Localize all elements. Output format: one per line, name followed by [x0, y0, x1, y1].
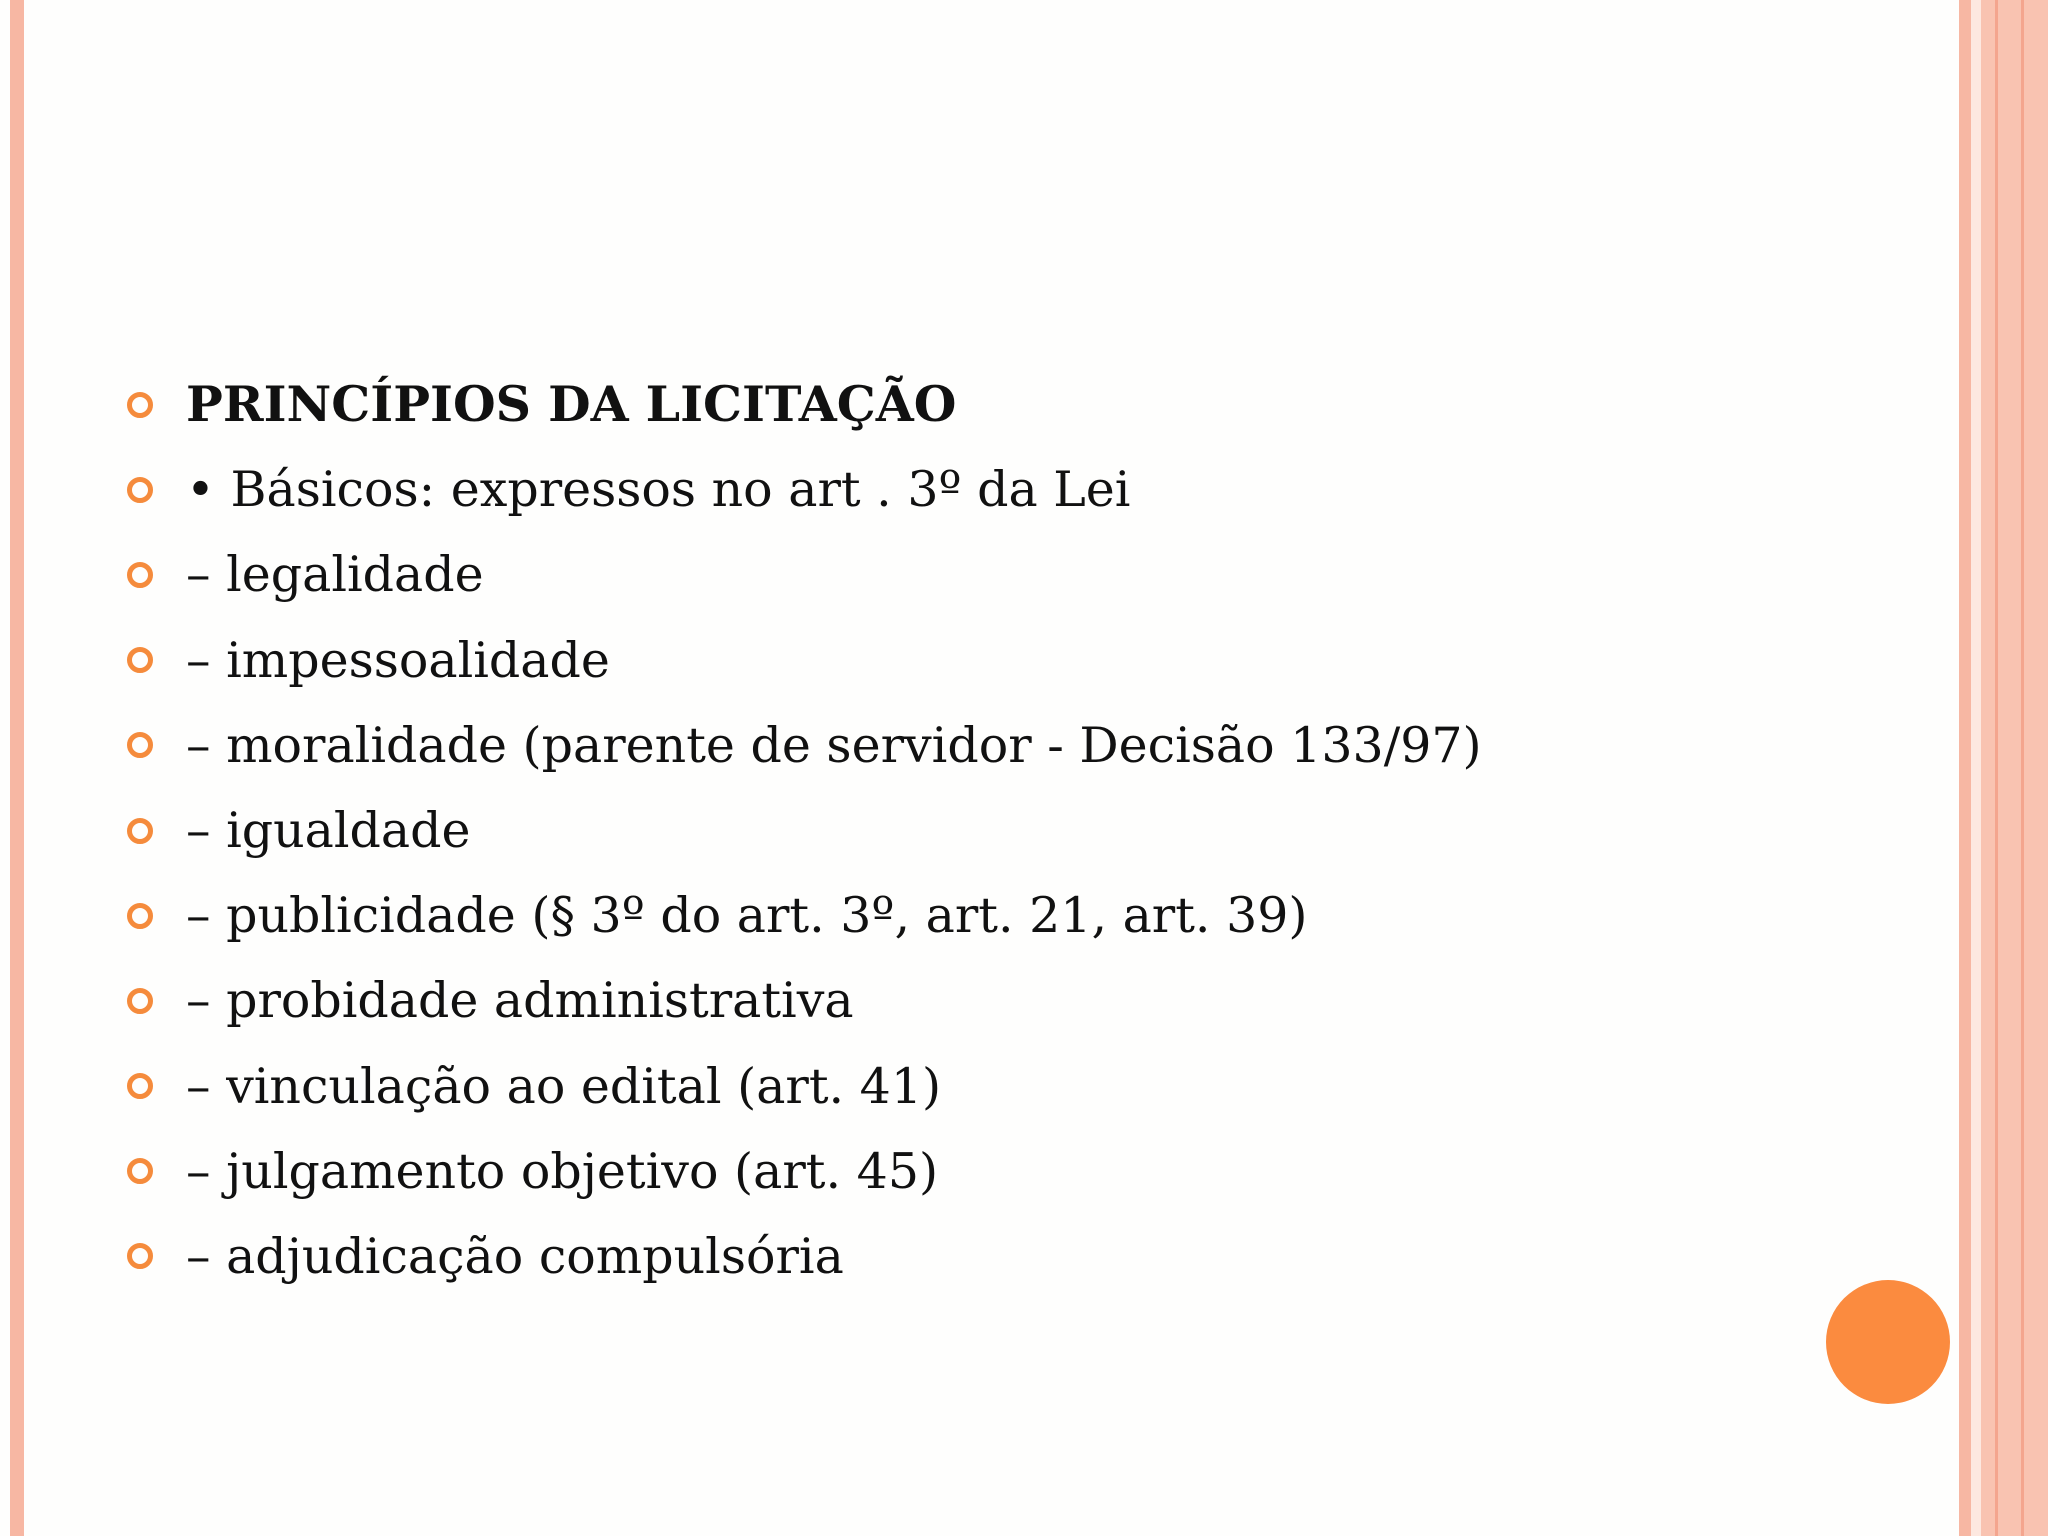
bullet-item	[120, 447, 1880, 532]
bullet-item	[120, 1129, 1880, 1214]
ring-bullet-icon	[127, 392, 153, 418]
bullet-item	[120, 958, 1880, 1043]
bullet-item	[120, 1214, 1880, 1299]
bullet-text: – moralidade (parente de servidor - Decisão 133/97)	[186, 716, 1482, 774]
bullet-item	[120, 618, 1880, 703]
bullet-item-title	[120, 362, 1880, 447]
ring-bullet-icon	[127, 1243, 153, 1269]
ring-bullet-icon	[127, 1073, 153, 1099]
bullet-text: – publicidade (§ 3º do art. 3º, art. 21, art. 39)	[186, 887, 1308, 945]
ring-bullet-icon	[127, 647, 153, 673]
bullet-list	[120, 362, 1880, 1299]
right-border-line	[2021, 0, 2024, 1536]
bullet-text: – legalidade	[186, 546, 484, 604]
bullet-text: – julgamento objetivo (art. 45)	[186, 1142, 939, 1200]
ring-bullet-icon	[127, 562, 153, 588]
bullet-item	[120, 788, 1880, 873]
slide-content	[120, 362, 1880, 1299]
right-border-line	[1995, 0, 1998, 1536]
decorative-circle-icon	[1826, 1280, 1950, 1404]
bullet-text: – probidade administrativa	[186, 972, 854, 1030]
bullet-item	[120, 532, 1880, 617]
bullet-item	[120, 1044, 1880, 1129]
ring-bullet-icon	[127, 477, 153, 503]
bullet-text: – vinculação ao edital (art. 41)	[186, 1057, 942, 1115]
slide-heading: PRINCÍPIOS DA LICITAÇÃO	[186, 375, 957, 434]
right-border-stripe-outer	[1981, 0, 2048, 1536]
bullet-text: – adjudicação compulsória	[186, 1227, 844, 1285]
right-border-stripe-inner	[1959, 0, 1971, 1536]
left-border-stripe	[10, 0, 24, 1536]
bullet-text: • Básicos: expressos no art . 3º da Lei	[186, 461, 1131, 519]
bullet-item	[120, 873, 1880, 958]
bullet-item	[120, 703, 1880, 788]
bullet-text: – igualdade	[186, 802, 471, 860]
ring-bullet-icon	[127, 903, 153, 929]
ring-bullet-icon	[127, 732, 153, 758]
ring-bullet-icon	[127, 1158, 153, 1184]
ring-bullet-icon	[127, 818, 153, 844]
right-border-gap	[1971, 0, 1981, 1536]
bullet-text: – impessoalidade	[186, 631, 610, 689]
ring-bullet-icon	[127, 988, 153, 1014]
